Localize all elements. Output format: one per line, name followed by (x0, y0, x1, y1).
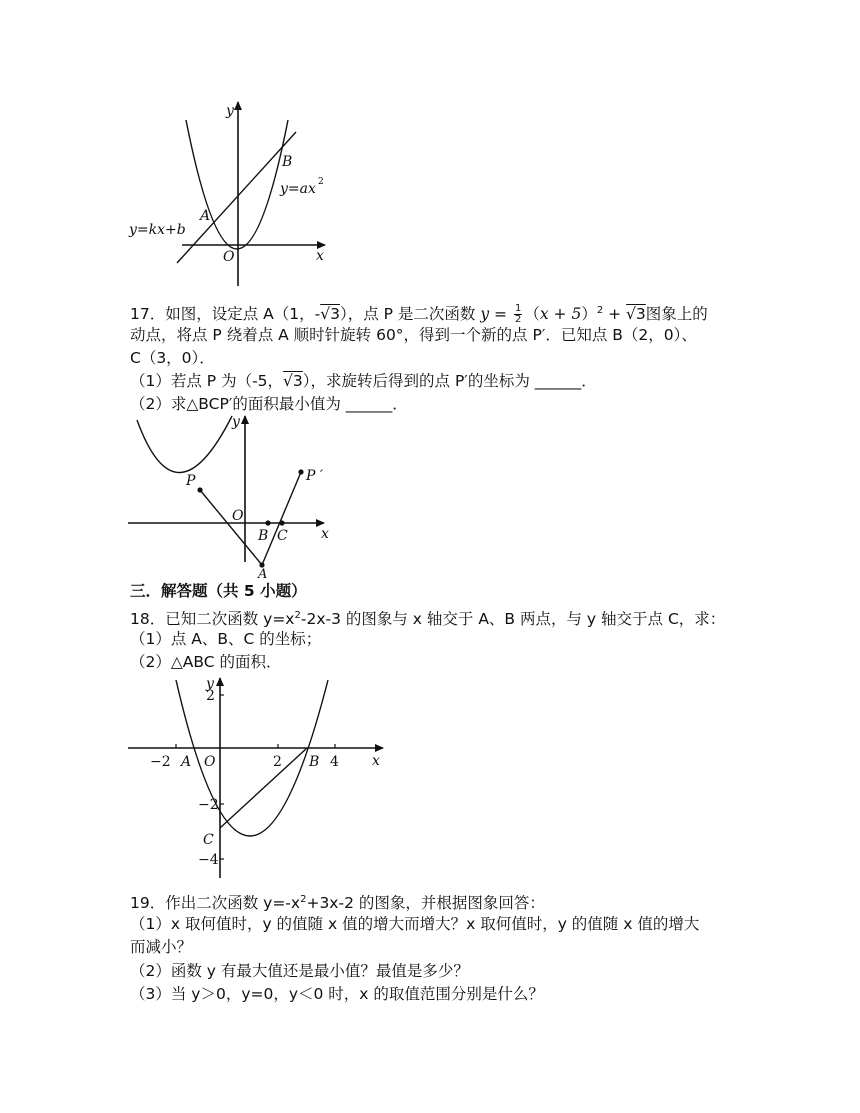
point-a-label: A (181, 754, 192, 770)
q19-part1-line2: 而减小？ (130, 938, 193, 956)
q17-text: ），点 P 是二次函数 (339, 305, 481, 324)
point-c-label: C (203, 832, 214, 848)
figure-q18 (120, 672, 400, 882)
q18-line1 (130, 605, 725, 630)
q18-text: 18．已知二次函数 y=x (130, 610, 295, 629)
point-b-label: B (282, 154, 293, 170)
sqrt3: √3 (320, 305, 340, 324)
x-axis-label: x (321, 526, 329, 542)
x-axis-label: x (316, 248, 324, 264)
curve-exponent: 2 (318, 177, 324, 187)
q17-part1-text: （1）若点 P 为（-5， (130, 372, 284, 390)
q19-part2: （2）函数 y 有最大值还是最小值？最值是多少？ (130, 962, 469, 980)
line-kx-b (177, 132, 296, 263)
point-p-label: P (186, 473, 196, 489)
curve-equation-label: y=ax (280, 181, 316, 197)
q19-text: 19．作出二次函数 y=-x (130, 894, 301, 913)
figure-q16 (120, 96, 340, 292)
sqrt3: √3 (283, 372, 303, 390)
origin-label: O (204, 754, 216, 770)
equals-sign: = (489, 305, 512, 324)
q17-text: 17．如图，设定点 A（1，- (130, 305, 321, 324)
q18-part1: （1）点 A、B、C 的坐标； (130, 630, 322, 648)
point-p-prime-label: P ′ (306, 468, 324, 484)
point-p (197, 487, 202, 492)
point-a-label: A (200, 208, 211, 224)
parabola-curve (137, 416, 232, 473)
tick-label-y-2: 2 (206, 688, 215, 704)
plus-sign: + (603, 305, 627, 324)
point-c (279, 520, 284, 525)
tick-label-x-4: 4 (330, 754, 339, 770)
tick-label-x-2: 2 (273, 754, 282, 770)
point-a-label: A (258, 567, 268, 580)
frac-numerator: 1 (514, 303, 522, 315)
tick-label-y-neg2: −2 (198, 797, 219, 813)
x-axis-label: x (372, 753, 380, 769)
q18-part2: （2）△ABC 的面积． (130, 653, 282, 671)
math-x-plus-5: x + 5 (539, 305, 582, 324)
y-axis-label: y (206, 676, 214, 692)
y-axis-label: y (226, 103, 234, 119)
q17-line1 (130, 300, 708, 325)
q18-text: -2x-3 的图象与 x 轴交于 A、B 两点，与 y 轴交于点 C，求： (300, 610, 726, 629)
q19-part3: （3）当 y＞0，y=0，y＜0 时，x 的取值范围分别是什么？ (130, 985, 544, 1003)
frac-denominator: 2 (514, 314, 522, 326)
math-y: y (480, 305, 490, 324)
paren-open: （ (524, 305, 540, 324)
parabola-curve (186, 120, 288, 249)
q17-part1 (130, 370, 597, 392)
section-heading: 三．解答题（共 5 小题） (130, 582, 307, 600)
exponent: 2 (294, 610, 301, 621)
y-axis-label: y (232, 414, 240, 430)
q19-part1-line1: （1）x 取何值时，y 的值随 x 值的增大而增大？x 取何值时，y 的值随 x 值的增大 (130, 915, 700, 933)
segment-pa (200, 490, 262, 565)
segment-cb (220, 748, 307, 828)
point-c-label: C (277, 528, 288, 544)
q17-part2: （2）求△BCP′的面积最小值为 ______． (130, 395, 408, 413)
point-b-label: B (258, 528, 269, 544)
figure-q17 (120, 412, 340, 580)
segment-ap-prime (262, 472, 301, 565)
sqrt3: √3 (626, 305, 646, 324)
tick-label-y-neg4: −4 (198, 852, 219, 868)
point-b (265, 520, 270, 525)
q19-line1 (130, 889, 545, 914)
origin-label: O (223, 249, 235, 265)
q17-line2: 动点，将点 P 绕着点 A 顺时针旋转 60°，得到一个新的点 P′．已知点 B（2，0）、 (130, 326, 697, 344)
tick-label-x-neg2: −2 (150, 754, 171, 770)
q17-text: 图象上的 (645, 305, 708, 324)
fraction-half (514, 304, 522, 325)
q17-part1-text: ），求旋转后得到的点 P′的坐标为 ______． (302, 372, 597, 390)
point-p-prime (298, 469, 303, 474)
line-equation-label: y=kx+b (129, 222, 186, 238)
exponent: 2 (596, 305, 604, 316)
q19-text: +3x-2 的图象，并根据图象回答： (306, 894, 545, 913)
q17-line3: C（3，0）． (130, 349, 215, 367)
point-b-label: B (309, 754, 320, 770)
exponent: 2 (300, 894, 307, 905)
origin-label: O (232, 508, 244, 524)
paren-close: ） (581, 305, 597, 324)
